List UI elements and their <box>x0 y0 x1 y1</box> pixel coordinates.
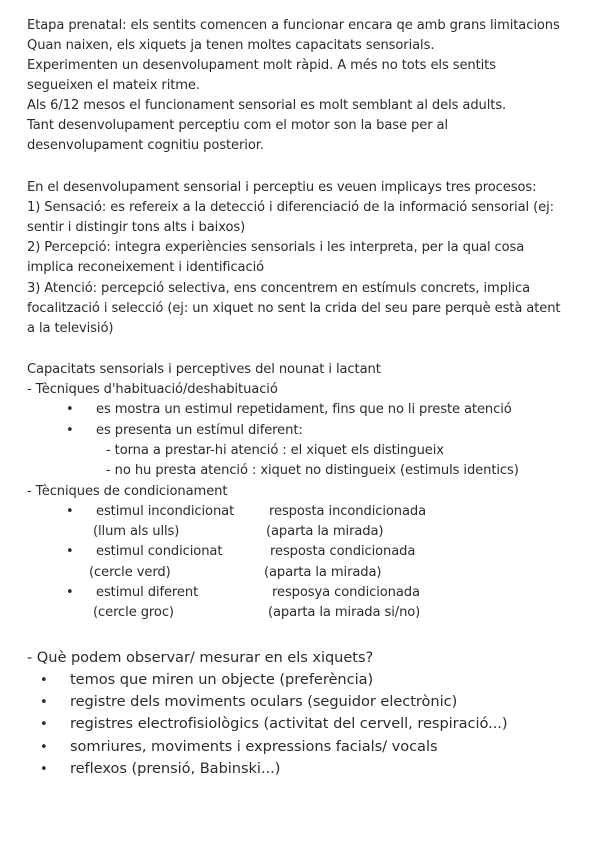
text-line: 1) Sensació: es refereix a la detecció i diferenciació de la informació sensorial (ej: <box>27 200 554 215</box>
stimulus: estimul incondicionat <box>96 504 235 519</box>
text-line: Quan naixen, els xiquets ja tenen moltes capacitats sensorials. <box>27 38 435 53</box>
response-note: (aparta la mirada) <box>266 524 384 539</box>
text-line: a la televisió) <box>27 321 114 336</box>
stimulus: estimul diferent <box>96 585 199 600</box>
stimulus: estimul condicionat <box>96 544 223 559</box>
text-line: 2) Percepció: integra experiències sensorials i les interpreta, per la qual cosa <box>27 240 525 255</box>
list-item: somriures, moviments i expressions facials/ vocals <box>70 738 438 755</box>
bullet-icon: • <box>66 585 74 600</box>
stimulus-note: (cercle groc) <box>93 605 174 620</box>
text-line: Etapa prenatal: els sentits comencen a funcionar encara qe amb grans limitacions <box>27 18 560 33</box>
list-item: es mostra un estimul repetidament, fins que no li preste atenció <box>96 402 512 417</box>
bullet-icon: • <box>40 740 48 755</box>
bullet-icon: • <box>40 673 48 688</box>
response: resposta incondicionada <box>269 504 427 519</box>
text-line: segueixen el mateix ritme. <box>27 78 200 93</box>
text-line: Als 6/12 mesos el funcionament sensorial es molt semblant al dels adults. <box>27 98 507 113</box>
text-line: Tant desenvolupament perceptiu com el motor son la base per al <box>27 118 448 133</box>
response-note: (aparta la mirada) <box>264 565 382 580</box>
bullet-icon: • <box>40 762 48 777</box>
list-item: reflexos (prensió, Babinski...) <box>70 760 281 777</box>
text-line: Experimenten un desenvolupament molt ràpid. A més no tots els sentits <box>27 58 496 73</box>
list-item: registre dels moviments oculars (seguidor electrònic) <box>70 693 458 710</box>
response: resposya condicionada <box>272 585 420 600</box>
stimulus-note: (llum als ulls) <box>93 524 180 539</box>
sub-item: - no hu presta atenció : xiquet no distingueix (estimuls identics) <box>106 463 519 478</box>
bullet-icon: • <box>66 423 74 438</box>
text-line: sentir i distingir tons alts i baixos) <box>27 220 246 235</box>
sub-item: - torna a prestar-hi atenció : el xiquet els distingueix <box>106 443 444 458</box>
conditioning-heading: - Tècniques de condicionament <box>27 484 228 499</box>
bullet-icon: • <box>40 695 48 710</box>
section-title: Capacitats sensorials i perceptives del nounat i lactant <box>27 362 381 377</box>
text-line: implica reconeixement i identificació <box>27 260 265 275</box>
habituation-heading: - Tècniques d'habituació/deshabituació <box>27 382 278 397</box>
text-line: focalització i selecció (ej: un xiquet no sent la crida del seu pare perquè està atent <box>27 301 561 316</box>
bullet-icon: • <box>66 402 74 417</box>
list-item: es presenta un estímul diferent: <box>96 423 303 438</box>
list-item: temos que miren un objecte (preferència) <box>70 671 374 688</box>
text-line: 3) Atenció: percepció selectiva, ens concentrem en estímuls concrets, implica <box>27 281 531 296</box>
section-question: - Què podem observar/ mesurar en els xiquets? <box>27 649 374 666</box>
bullet-icon: • <box>40 717 48 732</box>
stimulus-note: (cercle verd) <box>89 565 171 580</box>
text-line: En el desenvolupament sensorial i perceptiu es veuen implicays tres procesos: <box>27 180 537 195</box>
response-note: (aparta la mirada si/no) <box>268 605 421 620</box>
bullet-icon: • <box>66 544 74 559</box>
bullet-icon: • <box>66 504 74 519</box>
text-line: desenvolupament cognitiu posterior. <box>27 138 264 153</box>
list-item: registres electrofisiològics (activitat del cervell, respiració...) <box>70 715 508 732</box>
response: resposta condicionada <box>270 544 416 559</box>
